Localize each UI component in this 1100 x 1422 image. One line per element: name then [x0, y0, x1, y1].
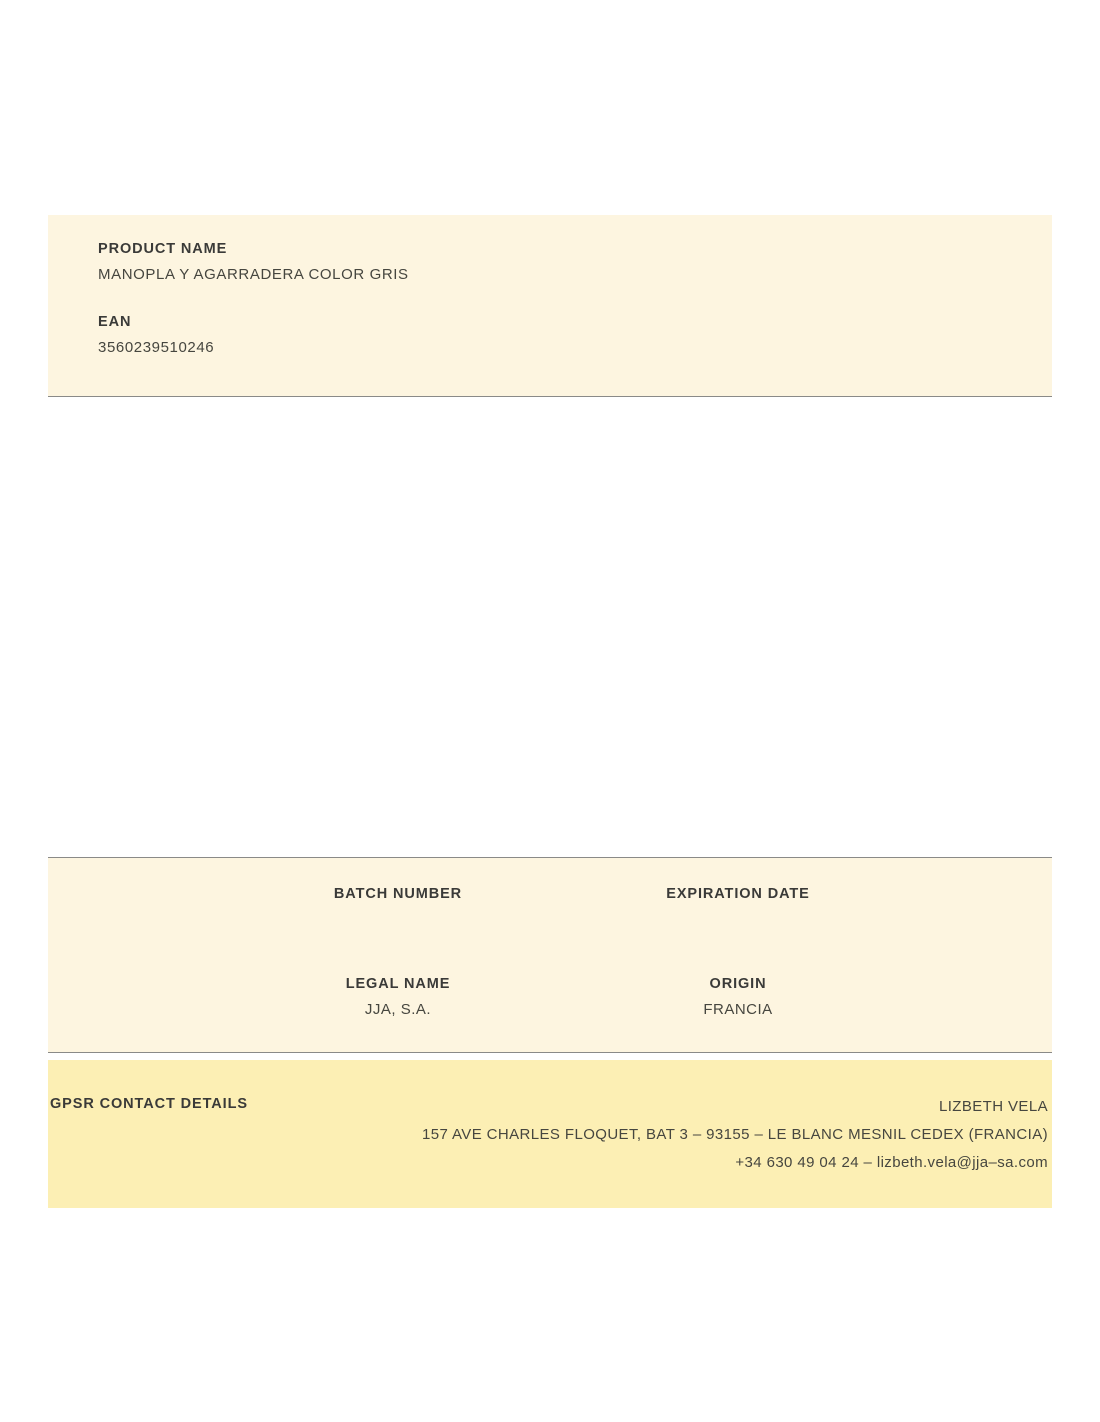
- origin-cell: [568, 976, 908, 1018]
- gpsr-contact-lines: [422, 1093, 1048, 1177]
- legal-name-cell: [228, 976, 568, 1018]
- legal-name-label: LEGAL NAME: [345, 976, 451, 992]
- origin-label: ORIGIN: [709, 976, 767, 992]
- batch-details-block: [48, 857, 1052, 1053]
- origin-value: FRANCIA: [703, 1001, 773, 1018]
- batch-number-cell: [228, 886, 568, 911]
- legal-name-value: JJA, S.A.: [364, 1001, 432, 1018]
- product-image-area: [48, 397, 1052, 857]
- expiration-date-cell: [568, 886, 908, 911]
- product-name-label: PRODUCT NAME: [98, 241, 228, 257]
- ean-value: 3560239510246: [98, 339, 215, 356]
- batch-details-grid: [48, 858, 1052, 1052]
- expiration-date-label: EXPIRATION DATE: [666, 886, 810, 902]
- gpsr-contact-phone-email: +34 630 49 04 24 – lizbeth.vela@jja–sa.com: [735, 1154, 1048, 1171]
- ean-label: EAN: [98, 314, 132, 330]
- gpsr-contact-name: LIZBETH VELA: [938, 1098, 1048, 1115]
- gpsr-contact-label: GPSR CONTACT DETAILS: [50, 1096, 248, 1112]
- batch-number-label: BATCH NUMBER: [333, 886, 463, 902]
- product-name-value: MANOPLA Y AGARRADERA COLOR GRIS: [98, 266, 409, 283]
- field-spacer: [98, 283, 1052, 314]
- gpsr-contact-address: 157 AVE CHARLES FLOQUET, BAT 3 – 93155 – LE BLANC MESNIL CEDEX (FRANCIA): [422, 1126, 1048, 1143]
- product-info-block: [48, 215, 1052, 397]
